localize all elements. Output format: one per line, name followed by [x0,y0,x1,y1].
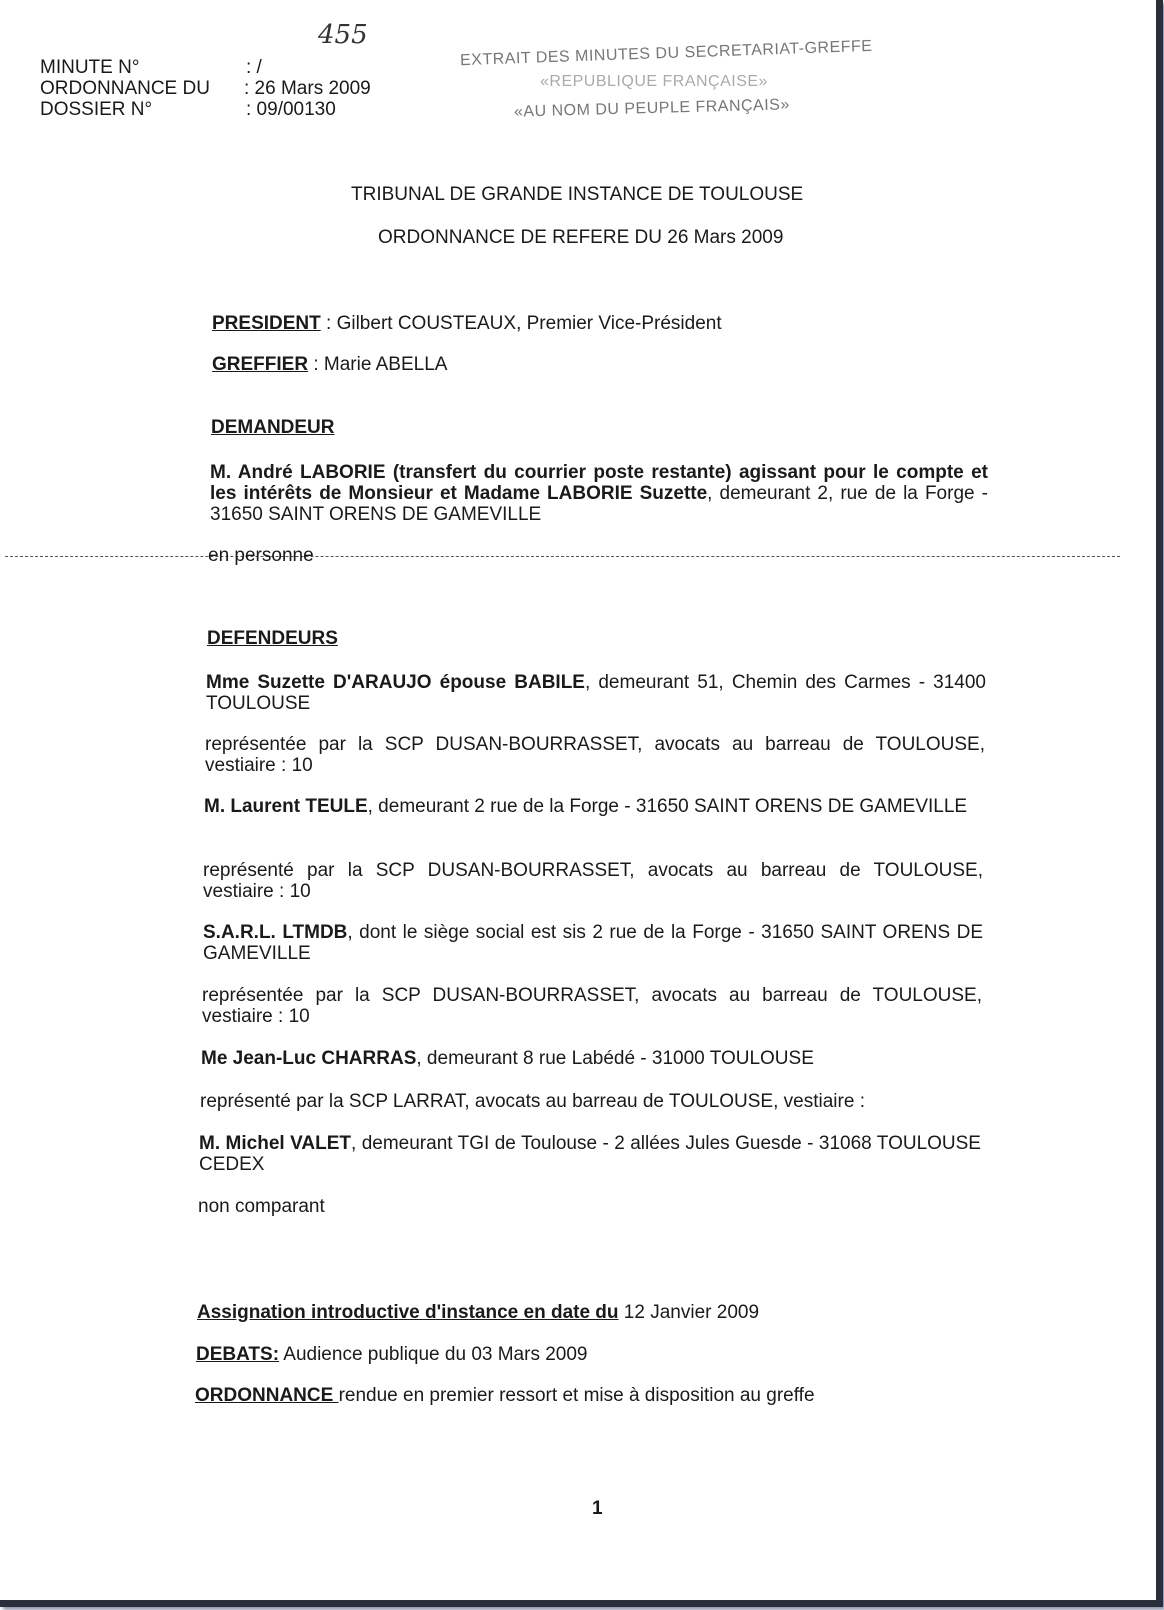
party-address: , demeurant 51, Chemin des Carmes - 31400 TOULOUSE [206,672,986,714]
defendeur-1-representation: représentée par la SCP DUSAN-BOURRASSET, avocats au barreau de TOULOUSE, vestiaire : 10 [205,734,985,776]
defendeur-4 [201,1048,981,1069]
defendeur-3-representation: représentée par la SCP DUSAN-BOURRASSET, avocats au barreau de TOULOUSE, vestiaire : 10 [202,985,982,1027]
party-name: M. Laurent TEULE [204,796,368,817]
defendeur-3 [203,922,983,964]
divider [5,556,1120,557]
demandeur-party [210,462,988,525]
page-number: 1 [592,1498,603,1519]
minute-label: MINUTE N° [40,57,140,78]
party-name: Me Jean-Luc CHARRAS [201,1048,417,1069]
party-address: , demeurant TGI de Toulouse - 2 allées Jules Guesde - 31068 TOULOUSE CEDEX [199,1133,981,1175]
ordonnance-footer-value: rendue en premier ressort et mise à disposition au greffe [338,1385,815,1406]
defendeur-2 [204,796,984,817]
court-title: TRIBUNAL DE GRANDE INSTANCE DE TOULOUSE [351,184,804,205]
ordonnance-date: : 26 Mars 2009 [244,78,371,99]
order-title: ORDONNANCE DE REFERE DU 26 Mars 2009 [378,227,784,248]
party-name: Mme Suzette D'ARAUJO épouse BABILE [206,672,585,693]
assignation-label: Assignation introductive d'instance en date du [197,1302,619,1323]
party-address: , dont le siège social est sis 2 rue de la Forge - 31650 SAINT ORENS DE GAMEVILLE [203,922,983,964]
demandeur-address: , demeurant 2, rue de la Forge - 31650 SAINT ORENS DE GAMEVILLE [210,483,988,525]
minute-value: : / [246,57,262,78]
stamp-line-2: «REPUBLIQUE FRANÇAISE» [540,73,768,90]
party-name: M. Michel VALET [199,1133,351,1154]
debats-label: DEBATS: [196,1344,280,1365]
defendeur-5 [199,1133,981,1175]
party-address: , demeurant 2 rue de la Forge - 31650 SAINT ORENS DE GAMEVILLE [367,796,968,817]
defendeurs-heading: DEFENDEURS [207,628,338,649]
greffier-value: : Marie ABELLA [308,354,448,375]
defendeur-5-representation: non comparant [198,1196,325,1217]
defendeur-1 [206,672,986,714]
demandeur-heading: DEMANDEUR [211,417,335,438]
defendeur-2-representation: représenté par la SCP DUSAN-BOURRASSET, avocats au barreau de TOULOUSE, vestiaire : 10 [203,860,983,902]
dossier-value: : 09/00130 [246,99,336,120]
defendeur-4-representation: représenté par la SCP LARRAT, avocats au barreau de TOULOUSE, vestiaire : [200,1091,865,1112]
president-label: PRESIDENT [212,313,321,334]
dossier-label: DOSSIER N° [40,99,153,120]
greffier-label: GREFFIER [212,354,309,375]
party-address: , demeurant 8 rue Labédé - 31000 TOULOUSE [416,1048,814,1069]
assignation-date: 12 Janvier 2009 [618,1302,760,1323]
ordonnance-label: ORDONNANCE DU [40,78,210,99]
demandeur-name: M. André LABORIE (transfert du courrier poste restante) agissant pour le compte et les intérêts de Monsieur et Madame LABORIE Suzette [210,462,988,504]
party-name: S.A.R.L. LTMDB [203,922,348,943]
stamp-line-3: «AU NOM DU PEUPLE FRANÇAIS» [513,96,790,121]
ordonnance-footer-label: ORDONNANCE [195,1385,339,1406]
president-value: : Gilbert COUSTEAUX, Premier Vice-Président [320,313,722,334]
debats-value: Audience publique du 03 Mars 2009 [279,1344,588,1365]
handwritten-minute-number: 455 [318,20,368,50]
demandeur-presence: en personne [208,545,314,566]
stamp-line-1: EXTRAIT DES MINUTES DU SECRETARIAT-GREFFE [459,37,873,70]
